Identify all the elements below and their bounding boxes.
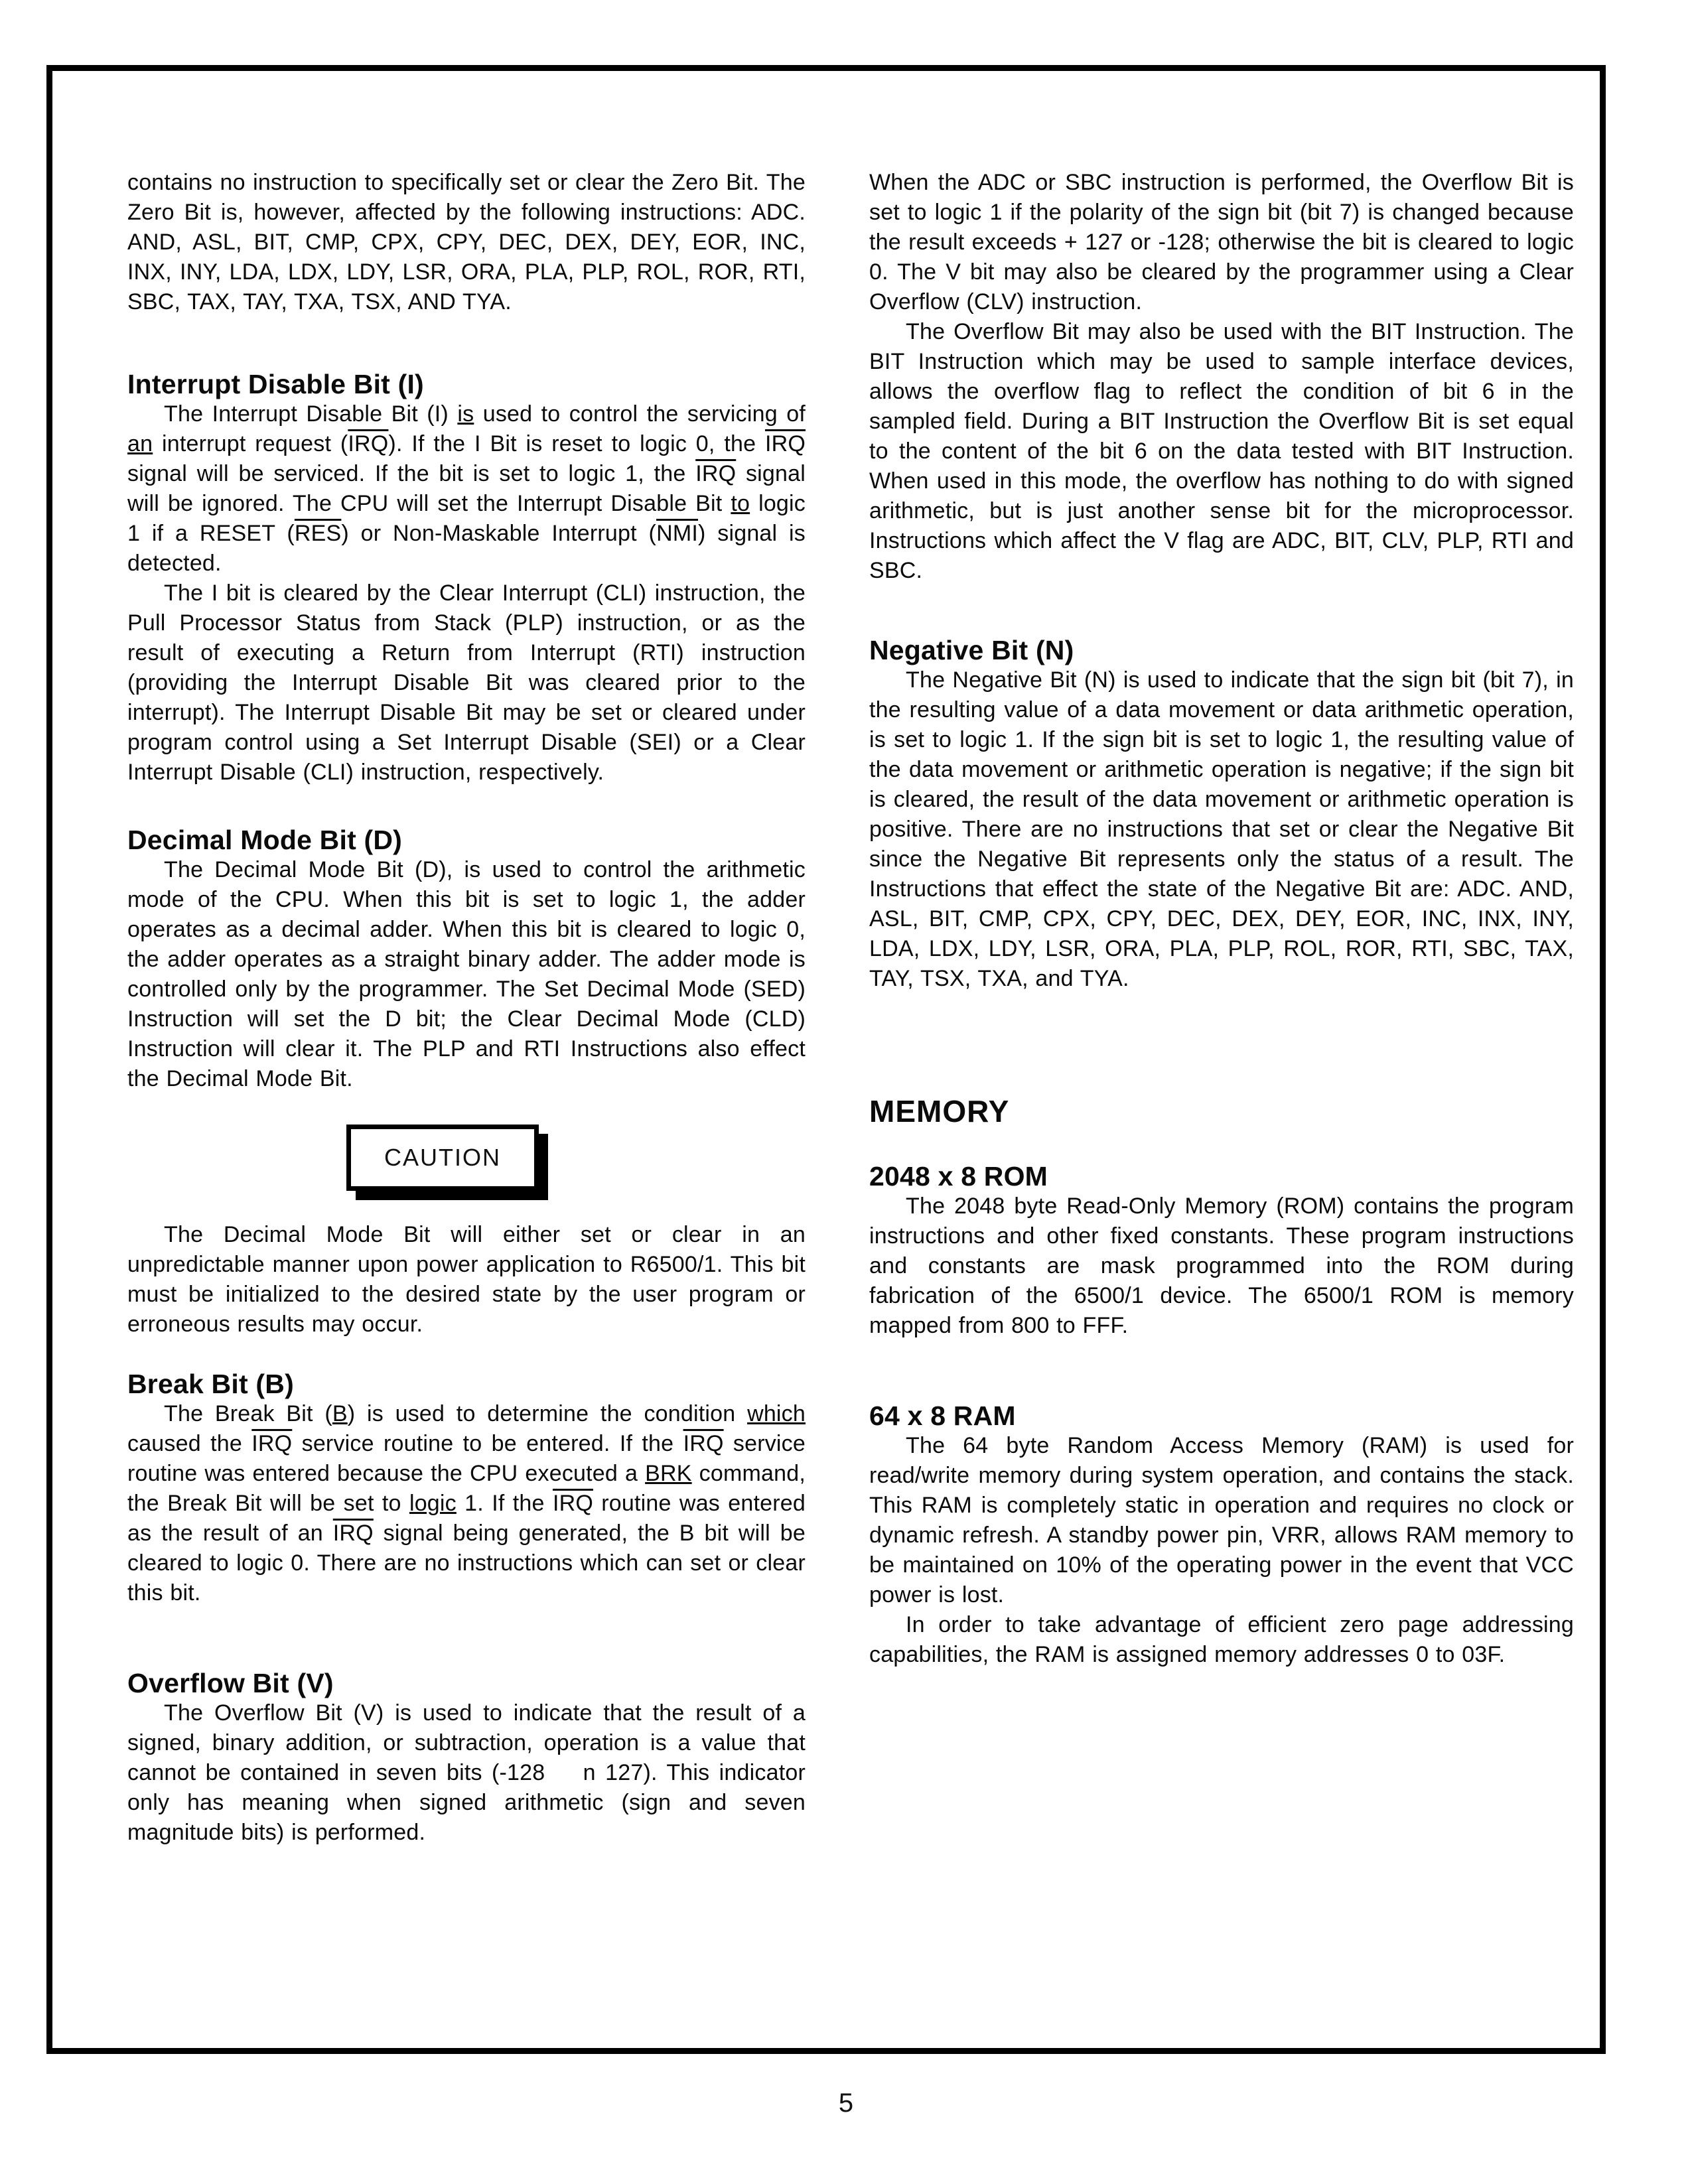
page-number: 5: [838, 2088, 854, 2118]
paragraph-negative-bit: The Negative Bit (N) is used to indicate that the sign bit (bit 7), in the resulting value of a data movement or data arithmetic operation, is set to logic 1. If the sign bit is set to logic 1, the resulting value of the data movement or arithmetic operation is negative; if the sign bit is cleared, the result of the data movement or arithmetic operation is positive. There are no instructions that set or clear the Negative Bit since the Negative Bit represents only the status of a result. The Instructions that effect the state of the Negative Bit are: ADC. AND, ASL, BIT, CMP, CPX, CPY, DEC, DEX, DEY, EOR, INC, INX, INY, LDA, LDX, LDY, LSR, ORA, PLA, PLP, ROL, ROR, RTI, SBC, TAX, TAY, TSX, TXA, and TYA.: [869, 667, 1574, 991]
paragraph-overflow-3: The Overflow Bit may also be used with the BIT Instruction. The BIT Instruction which may be used to sample interface devices, allows the overflow flag to reflect the condition of bit 6 in the sampled field. During a BIT Instruction the Overflow Bit is set equal to the content of the bit 6 on the data tested with BIT Instruction. When used in this mode, the overflow has nothing to do with signed arithmetic, but is just another sense bit for the microprocessor. Instructions which affect the V flag are ADC, BIT, CLV, PLP, RTI and SBC.: [869, 319, 1574, 583]
text-run: signal will be serviced. If the bit is set to logic 1, the: [127, 461, 696, 486]
overlined-signal-name: $\overline{IRQ}$: [552, 1491, 593, 1516]
overlined-signal-name: $\overline{RES}$: [294, 521, 342, 546]
underlined-text: an: [127, 431, 153, 456]
text-run: service routine was entered because the CPU executed a: [127, 1431, 806, 1486]
text-run: ). If the I Bit is reset to logic 0, the: [388, 431, 765, 456]
text-run: service routine to be entered. If the: [292, 1431, 683, 1456]
overlined-signal-name: $\overline{IRQ}$: [332, 1521, 374, 1546]
paragraph-overflow-2: When the ADC or SBC instruction is performed, the Overflow Bit is set to logic 1 if the polarity of the sign bit (bit 7) is changed because the result exceeds + 127 or -128; otherwise the bit is cleared to logic 0. The V bit may also be cleared by the programmer using a Clear Overflow (CLV) instruction.: [869, 170, 1574, 314]
paragraph-interrupt-2: The I bit is cleared by the Clear Interrupt (CLI) instruction, the Pull Processor Status from Stack (PLP) instruction, or as the result of executing a Return from Interrupt (RTI) instruction (providing the Interrupt Disable Bit was cleared prior to the interrupt). The Interrupt Disable Bit may be set or cleared under program control using a Set Interrupt Disable (SEI) or a Clear Interrupt Disable (CLI) instruction, respectively.: [127, 580, 806, 785]
heading-memory: MEMORY: [869, 1094, 1010, 1128]
paragraph-decimal-mode: The Decimal Mode Bit (D), is used to control the arithmetic mode of the CPU. When this bit is set to logic 1, the adder operates as a decimal adder. When this bit is cleared to logic 0, the adder operates as a straight binary adder. The adder mode is controlled only by the programmer. The Set Decimal Mode (SED) Instruction will set the D bit; the Clear Decimal Mode (CLD) Instruction will clear it. The PLP and RTI Instructions also effect the Decimal Mode Bit.: [127, 857, 806, 1091]
heading-2048x8-rom: 2048 x 8 ROM: [869, 1161, 1048, 1192]
underlined-text: is: [457, 401, 474, 427]
text-run: The Break Bit (: [164, 1401, 332, 1426]
paragraph-ram-2: In order to take advantage of efficient zero page addressing capabilities, the RAM is assigned memory addresses 0 to 03F.: [869, 1612, 1574, 1667]
text-run: routine was entered as the result of an: [127, 1491, 806, 1546]
heading-64x8-ram: 64 x 8 RAM: [869, 1400, 1016, 1431]
paragraph-overflow-1: The Overflow Bit (V) is used to indicate that the result of a signed, binary addition, or subtraction, operation is a value that cannot be contained in seven bits (-128 n 127). This indicator only has meaning when signed arithmetic (sign and seven magnitude bits) is performed.: [127, 1700, 806, 1845]
text-run: The Interrupt Disable Bit (I): [164, 401, 458, 427]
text-run: caused the: [127, 1431, 252, 1456]
paragraph-interrupt-1: [127, 399, 806, 579]
text-run: signal will be ignored. The CPU will set the Interrupt Disable Bit: [127, 461, 806, 516]
heading-break-bit: Break Bit (B): [127, 1369, 294, 1399]
overlined-signal-name: $\overline{NMI}$: [656, 521, 698, 546]
text-run: used to control the servicing of: [474, 401, 806, 427]
text-run: logic 1 if a RESET (: [127, 491, 806, 546]
caution-box: [346, 1125, 539, 1191]
paragraph-ram-1: The 64 byte Random Access Memory (RAM) is used for read/write memory during system operation, and contains the stack. This RAM is completely static in operation and requires no clock or dynamic refresh. A standby power pin, VRR, allows RAM memory to be maintained on 10% of the operating power in the event that VCC power is lost.: [869, 1433, 1574, 1607]
heading-overflow-bit: Overflow Bit (V): [127, 1668, 334, 1698]
paragraph-zero-bit-continuation: contains no instruction to specifically set or clear the Zero Bit. The Zero Bit is, however, affected by the following instructions: ADC. AND, ASL, BIT, CMP, CPX, CPY, DEC, DEX, DEY, EOR, INC, INX, INY, LDA, LDX, LDY, LSR, ORA, PLA, PLP, ROL, ROR, RTI, SBC, TAX, TAY, TXA, TSX, AND TYA.: [127, 170, 806, 314]
heading-negative-bit: Negative Bit (N): [869, 635, 1074, 665]
text-run: interrupt request (: [153, 431, 348, 456]
overlined-signal-name: $\overline{IRQ}$: [348, 431, 389, 456]
underlined-text: logic: [409, 1491, 457, 1516]
text-run: ) signal is detected.: [127, 521, 806, 576]
left-column: [127, 168, 806, 1848]
overlined-signal-name: $\overline{IRQ}$: [251, 1431, 293, 1456]
text-run: ) or Non-Maskable Interrupt (: [341, 521, 657, 546]
text-run: 1. If the: [456, 1491, 553, 1516]
caution-label: CAUTION: [384, 1144, 501, 1171]
overlined-signal-name: $\overline{IRQ}$: [683, 1431, 724, 1456]
overlined-signal-name: $\overline{IRQ}$: [695, 461, 737, 486]
text-run: command, the Break Bit will be set to: [127, 1461, 806, 1516]
paragraph-caution-body: The Decimal Mode Bit will either set or clear in an unpredictable manner upon power application to R6500/1. This bit must be initialized to the desired state by the user program or erroneous results may occur.: [127, 1222, 806, 1337]
underlined-text: B: [332, 1401, 348, 1426]
underlined-text: which: [747, 1401, 806, 1426]
text-run: signal being generated, the B bit will be cleared to logic 0. There are no instructions which can set or clear this bit.: [127, 1521, 806, 1605]
paragraph-break-bit: [127, 1399, 806, 1608]
text-run: ) is used to determine the condition: [347, 1401, 748, 1426]
underlined-text: to: [731, 491, 750, 516]
paragraph-rom: The 2048 byte Read-Only Memory (ROM) contains the program instructions and other fixed constants. These program instructions and constants are mask programmed into the ROM during fabrication of the 6500/1 device. The 6500/1 ROM is memory mapped from 800 to FFF.: [869, 1194, 1574, 1338]
heading-interrupt-disable-bit: Interrupt Disable Bit (I): [127, 369, 424, 399]
overlined-signal-name: $\overline{IRQ}$: [764, 431, 806, 456]
right-column: [869, 168, 1574, 1670]
underlined-text: BRK: [645, 1461, 692, 1486]
heading-decimal-mode-bit: Decimal Mode Bit (D): [127, 825, 403, 855]
